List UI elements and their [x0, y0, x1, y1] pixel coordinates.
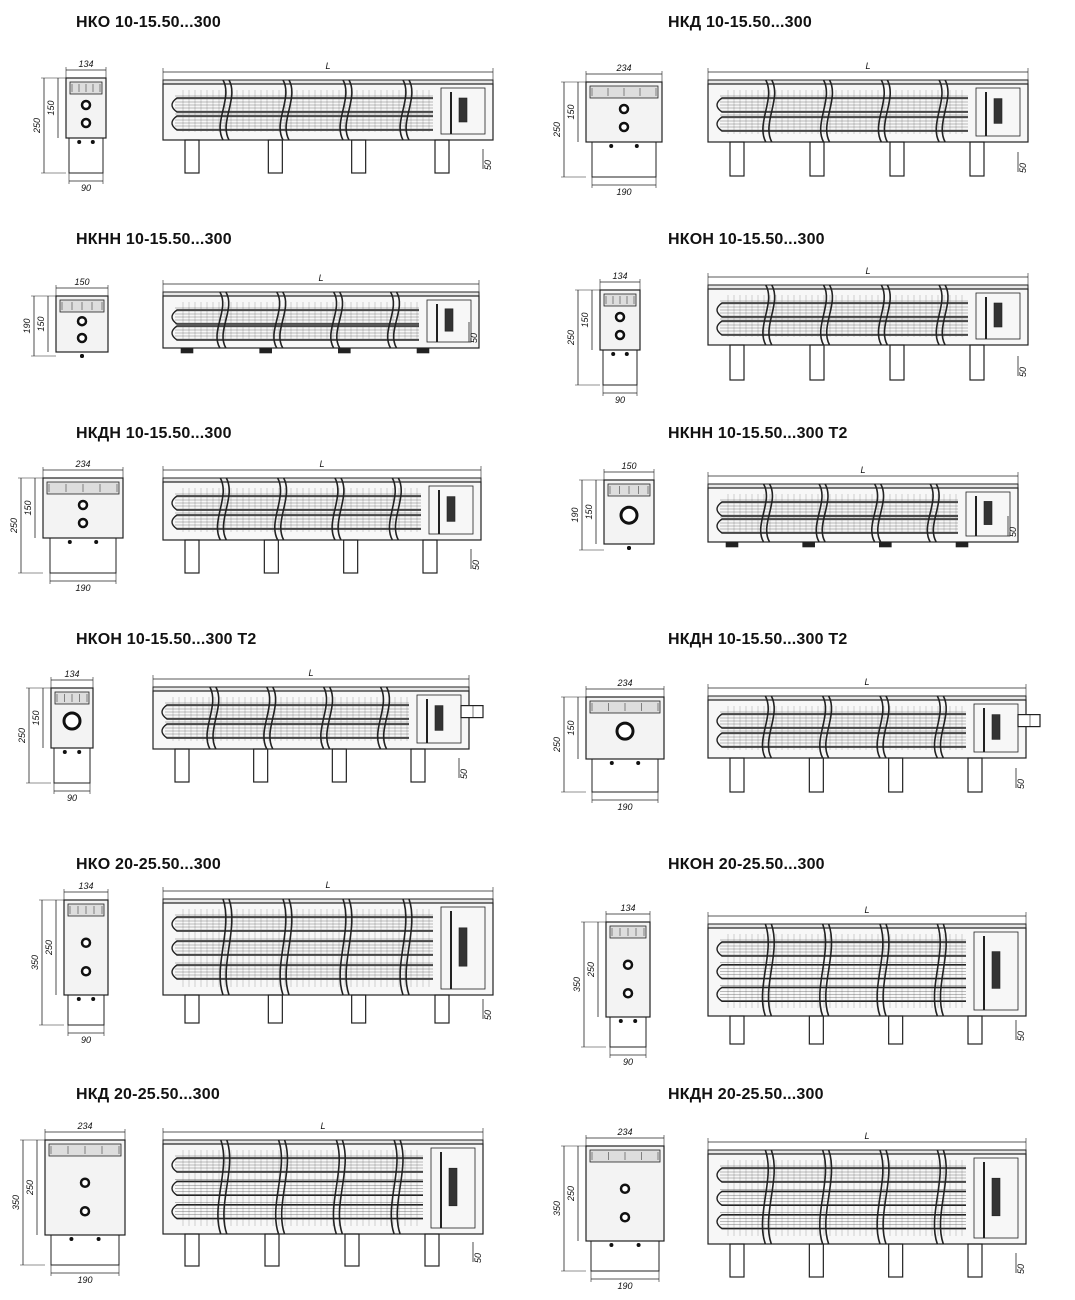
spacing-label: 50: [1018, 162, 1028, 174]
spacing-label: 50: [1016, 1263, 1026, 1275]
base-label: 190: [75, 583, 91, 593]
length-label: L: [319, 459, 325, 469]
inner-height-label: 250: [586, 961, 596, 978]
height-label: 250: [17, 727, 27, 744]
spacing-label: 50: [483, 159, 493, 171]
height-label: 350: [572, 976, 582, 993]
convector-block: [572, 903, 1026, 1067]
spacing-label: 50: [1016, 778, 1026, 790]
length-label: L: [325, 61, 331, 71]
inner-height-label: 150: [566, 104, 576, 120]
width-label: 134: [78, 881, 94, 891]
convector-block: [566, 266, 1028, 405]
width-label: 234: [617, 1127, 633, 1137]
length-label: L: [864, 1131, 870, 1141]
width-label: 234: [616, 63, 632, 73]
item-title: НКДН 10-15.50...300 Т2: [668, 631, 848, 648]
item-title: НКДН 10-15.50...300: [76, 425, 232, 442]
width-label: 150: [621, 461, 637, 471]
length-label: L: [320, 1121, 326, 1131]
base-label: 190: [616, 187, 632, 197]
inner-height-label: 150: [584, 504, 594, 520]
height-label: 250: [32, 117, 42, 134]
spacing-label: 50: [473, 1252, 483, 1264]
spacing-label: 50: [459, 768, 469, 780]
length-label: L: [308, 668, 314, 678]
spacing-label: 50: [1018, 366, 1028, 378]
convector-block: [22, 273, 479, 358]
convector-block: [11, 1121, 483, 1285]
item-title: НКОН 20-25.50...300: [668, 856, 825, 873]
width-label: 234: [75, 459, 91, 469]
item-title: НКНН 10-15.50...300: [76, 231, 232, 248]
length-label: L: [860, 465, 866, 475]
width-label: 134: [64, 669, 80, 679]
inner-height-label: 250: [44, 939, 54, 956]
convector-block: [552, 1127, 1026, 1291]
length-label: L: [325, 880, 331, 890]
length-label: L: [865, 266, 871, 276]
length-label: L: [864, 677, 870, 687]
height-label: 250: [9, 517, 19, 534]
inner-height-label: 150: [36, 316, 46, 332]
inner-height-label: 150: [23, 500, 33, 516]
height-label: 250: [566, 329, 576, 346]
width-label: 134: [78, 59, 94, 69]
base-label: 90: [80, 183, 92, 193]
base-label: 190: [617, 802, 633, 812]
base-label: 90: [614, 395, 626, 405]
base-label: 190: [617, 1281, 633, 1291]
length-label: L: [864, 905, 870, 915]
inner-height-label: 250: [25, 1179, 35, 1196]
inner-height-label: 150: [580, 312, 590, 328]
item-title: НКДН 20-25.50...300: [668, 1086, 824, 1103]
width-label: 150: [74, 277, 90, 287]
length-label: L: [865, 61, 871, 71]
item-title: НКОН 10-15.50...300: [668, 231, 825, 248]
convector-block: [9, 459, 481, 593]
convector-block: [552, 677, 1040, 812]
length-label: L: [318, 273, 324, 283]
base-label: 90: [66, 793, 78, 803]
inner-height-label: 150: [31, 710, 41, 726]
convector-block: [30, 880, 493, 1045]
spacing-label: 50: [483, 1009, 493, 1021]
spacing-label: 50: [469, 332, 479, 344]
inner-height-label: 150: [566, 720, 576, 736]
width-label: 134: [612, 271, 628, 281]
base-label: 90: [80, 1035, 92, 1045]
width-label: 134: [620, 903, 636, 913]
height-label: 250: [552, 121, 562, 138]
inner-height-label: 150: [46, 100, 56, 116]
height-label: 250: [552, 736, 562, 753]
convector-block: [552, 61, 1028, 197]
inner-height-label: 250: [566, 1185, 576, 1202]
height-label: 350: [11, 1194, 21, 1211]
item-title: НКО 20-25.50...300: [76, 856, 222, 873]
spacing-label: 50: [1016, 1030, 1026, 1042]
convector-block: [17, 668, 483, 803]
convector-block: [32, 59, 493, 193]
item-title: НКД 20-25.50...300: [76, 1086, 220, 1103]
convector-block: [570, 461, 1018, 550]
item-title: НКНН 10-15.50...300 Т2: [668, 425, 848, 442]
height-label: 190: [570, 507, 580, 523]
base-label: 190: [77, 1275, 93, 1285]
width-label: 234: [77, 1121, 93, 1131]
height-label: 190: [22, 318, 32, 334]
item-title: НКО 10-15.50...300: [76, 14, 222, 31]
item-title: НКОН 10-15.50...300 Т2: [76, 631, 257, 648]
spacing-label: 50: [1008, 526, 1018, 538]
base-label: 90: [622, 1057, 634, 1067]
height-label: 350: [552, 1200, 562, 1217]
item-title: НКД 10-15.50...300: [668, 14, 812, 31]
spacing-label: 50: [471, 559, 481, 571]
height-label: 350: [30, 954, 40, 971]
width-label: 234: [617, 678, 633, 688]
